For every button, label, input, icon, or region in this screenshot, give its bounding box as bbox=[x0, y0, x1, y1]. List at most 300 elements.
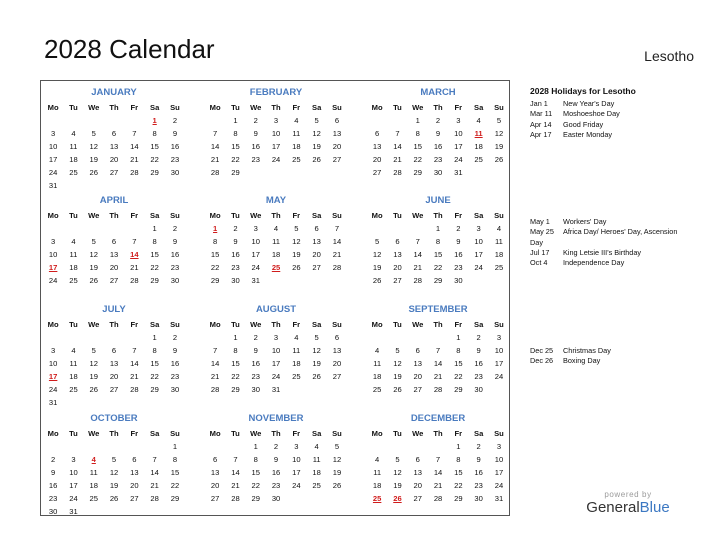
day-cell[interactable]: 25 bbox=[89, 494, 98, 503]
day-cell[interactable]: 7 bbox=[213, 129, 218, 138]
day-cell[interactable]: 31 bbox=[454, 168, 463, 177]
day-cell[interactable]: 6 bbox=[334, 116, 340, 125]
day-cell[interactable]: 30 bbox=[170, 168, 180, 177]
day-cell[interactable]: 17 bbox=[292, 468, 301, 477]
day-cell[interactable]: 11 bbox=[373, 359, 382, 368]
day-cell[interactable]: 13 bbox=[372, 142, 382, 151]
day-cell[interactable]: 8 bbox=[152, 346, 157, 355]
day-cell[interactable]: 24 bbox=[251, 263, 260, 272]
day-cell[interactable]: 2 bbox=[476, 333, 481, 342]
day-cell[interactable]: 12 bbox=[494, 129, 504, 138]
day-cell[interactable]: 2 bbox=[253, 116, 258, 125]
day-cell[interactable]: 22 bbox=[210, 263, 220, 272]
day-cell[interactable]: 29 bbox=[454, 385, 463, 394]
day-cell[interactable]: 14 bbox=[130, 359, 139, 368]
day-cell[interactable]: 7 bbox=[334, 224, 340, 233]
day-cell[interactable]: 29 bbox=[413, 168, 422, 177]
day-cell[interactable]: 10 bbox=[48, 250, 58, 259]
day-cell[interactable]: 30 bbox=[474, 385, 483, 394]
day-cell[interactable]: 12 bbox=[89, 142, 98, 151]
day-cell[interactable]: 20 bbox=[109, 155, 119, 164]
brand-logo[interactable] bbox=[583, 490, 673, 517]
day-cell[interactable]: 20 bbox=[312, 250, 321, 259]
day-cell[interactable]: 6 bbox=[395, 237, 400, 246]
day-cell[interactable]: 24 bbox=[454, 155, 463, 164]
day-cell[interactable]: 30 bbox=[474, 494, 483, 503]
day-cell[interactable]: 15 bbox=[231, 142, 240, 151]
day-cell[interactable]: 16 bbox=[474, 359, 483, 368]
day-cell[interactable]: 18 bbox=[89, 481, 98, 490]
day-cell[interactable]: 18 bbox=[69, 372, 78, 381]
day-cell[interactable]: 24 bbox=[48, 168, 58, 177]
day-cell[interactable]: 24 bbox=[271, 155, 281, 164]
day-cell[interactable]: 8 bbox=[415, 129, 420, 138]
day-cell[interactable]: 10 bbox=[292, 455, 301, 464]
day-cell[interactable]: 31 bbox=[48, 181, 58, 190]
day-cell[interactable]: 20 bbox=[413, 481, 422, 490]
day-cell[interactable]: 16 bbox=[170, 250, 180, 259]
day-cell[interactable]: 13 bbox=[109, 359, 119, 368]
day-cell[interactable]: 17 bbox=[494, 359, 504, 368]
day-cell[interactable]: 31 bbox=[251, 276, 260, 285]
day-cell[interactable]: 7 bbox=[415, 237, 420, 246]
day-cell[interactable]: 25 bbox=[69, 385, 78, 394]
day-cell[interactable]: 9 bbox=[476, 346, 481, 355]
day-cell[interactable]: 25 bbox=[69, 168, 78, 177]
day-cell[interactable]: 22 bbox=[150, 263, 159, 272]
holiday-day-cell[interactable]: 17 bbox=[48, 263, 58, 272]
day-cell[interactable]: 13 bbox=[393, 250, 402, 259]
day-cell[interactable]: 26 bbox=[312, 372, 321, 381]
day-cell[interactable]: 13 bbox=[130, 468, 139, 477]
day-cell[interactable]: 15 bbox=[170, 468, 180, 477]
holiday-day-cell[interactable]: 11 bbox=[474, 129, 483, 138]
day-cell[interactable]: 24 bbox=[494, 372, 504, 381]
day-cell[interactable]: 22 bbox=[150, 372, 159, 381]
day-cell[interactable]: 17 bbox=[69, 481, 78, 490]
holiday-day-cell[interactable]: 14 bbox=[130, 250, 139, 259]
day-cell[interactable]: 13 bbox=[413, 359, 422, 368]
day-cell[interactable]: 31 bbox=[494, 494, 504, 503]
day-cell[interactable]: 26 bbox=[372, 276, 382, 285]
day-cell[interactable]: 27 bbox=[332, 155, 342, 164]
day-cell[interactable]: 2 bbox=[172, 224, 178, 233]
day-cell[interactable]: 9 bbox=[51, 468, 56, 477]
day-cell[interactable]: 23 bbox=[231, 263, 240, 272]
day-cell[interactable]: 20 bbox=[109, 372, 119, 381]
day-cell[interactable]: 24 bbox=[69, 494, 78, 503]
day-cell[interactable]: 27 bbox=[210, 494, 220, 503]
day-cell[interactable]: 3 bbox=[51, 129, 56, 138]
day-cell[interactable]: 1 bbox=[172, 442, 178, 451]
day-cell[interactable]: 16 bbox=[271, 468, 281, 477]
day-cell[interactable]: 14 bbox=[433, 359, 443, 368]
day-cell[interactable]: 21 bbox=[210, 372, 220, 381]
day-cell[interactable]: 22 bbox=[454, 481, 463, 490]
day-cell[interactable]: 26 bbox=[89, 385, 98, 394]
day-cell[interactable]: 21 bbox=[150, 481, 159, 490]
day-cell[interactable]: 23 bbox=[271, 481, 281, 490]
day-cell[interactable]: 16 bbox=[251, 142, 260, 151]
day-cell[interactable]: 5 bbox=[111, 455, 117, 464]
day-cell[interactable]: 21 bbox=[130, 155, 139, 164]
holiday-day-cell[interactable]: 25 bbox=[271, 263, 281, 272]
day-cell[interactable]: 2 bbox=[172, 116, 178, 125]
day-cell[interactable]: 6 bbox=[111, 237, 117, 246]
day-cell[interactable]: 13 bbox=[312, 237, 321, 246]
day-cell[interactable]: 11 bbox=[292, 346, 301, 355]
day-cell[interactable]: 27 bbox=[413, 494, 422, 503]
day-cell[interactable]: 20 bbox=[372, 155, 382, 164]
day-cell[interactable]: 1 bbox=[415, 116, 420, 125]
day-cell[interactable]: 19 bbox=[393, 481, 402, 490]
day-cell[interactable]: 30 bbox=[433, 168, 443, 177]
day-cell[interactable]: 19 bbox=[332, 468, 342, 477]
day-cell[interactable]: 9 bbox=[233, 237, 238, 246]
day-cell[interactable]: 23 bbox=[170, 263, 180, 272]
day-cell[interactable]: 4 bbox=[476, 116, 481, 125]
day-cell[interactable]: 16 bbox=[433, 142, 443, 151]
day-cell[interactable]: 8 bbox=[233, 129, 238, 138]
day-cell[interactable]: 8 bbox=[152, 237, 157, 246]
day-cell[interactable]: 20 bbox=[332, 142, 342, 151]
day-cell[interactable]: 16 bbox=[170, 359, 180, 368]
day-cell[interactable]: 14 bbox=[210, 142, 220, 151]
day-cell[interactable]: 13 bbox=[413, 468, 422, 477]
day-cell[interactable]: 21 bbox=[433, 481, 443, 490]
day-cell[interactable]: 6 bbox=[132, 455, 137, 464]
day-cell[interactable]: 21 bbox=[130, 372, 139, 381]
day-cell[interactable]: 9 bbox=[172, 346, 178, 355]
holiday-day-cell[interactable]: 1 bbox=[213, 224, 218, 233]
day-cell[interactable]: 29 bbox=[150, 276, 159, 285]
day-cell[interactable]: 9 bbox=[273, 455, 279, 464]
day-cell[interactable]: 20 bbox=[210, 481, 220, 490]
day-cell[interactable]: 5 bbox=[91, 237, 96, 246]
day-cell[interactable]: 8 bbox=[152, 129, 157, 138]
day-cell[interactable]: 15 bbox=[150, 142, 159, 151]
day-cell[interactable]: 6 bbox=[334, 333, 340, 342]
day-cell[interactable]: 29 bbox=[454, 494, 463, 503]
day-cell[interactable]: 1 bbox=[456, 442, 461, 451]
day-cell[interactable]: 6 bbox=[314, 224, 319, 233]
day-cell[interactable]: 2 bbox=[456, 224, 461, 233]
day-cell[interactable]: 1 bbox=[253, 442, 258, 451]
day-cell[interactable]: 14 bbox=[332, 237, 342, 246]
day-cell[interactable]: 26 bbox=[89, 276, 98, 285]
day-cell[interactable]: 2 bbox=[233, 224, 238, 233]
day-cell[interactable]: 19 bbox=[393, 372, 402, 381]
day-cell[interactable]: 5 bbox=[334, 442, 340, 451]
day-cell[interactable]: 27 bbox=[109, 385, 119, 394]
day-cell[interactable]: 3 bbox=[294, 442, 299, 451]
day-cell[interactable]: 23 bbox=[48, 494, 58, 503]
day-cell[interactable]: 12 bbox=[109, 468, 119, 477]
day-cell[interactable]: 22 bbox=[231, 155, 240, 164]
day-cell[interactable]: 26 bbox=[292, 263, 301, 272]
day-cell[interactable]: 3 bbox=[496, 333, 502, 342]
day-cell[interactable]: 27 bbox=[393, 276, 402, 285]
day-cell[interactable]: 13 bbox=[332, 346, 342, 355]
day-cell[interactable]: 30 bbox=[251, 385, 260, 394]
day-cell[interactable]: 29 bbox=[231, 168, 240, 177]
day-cell[interactable]: 11 bbox=[312, 455, 321, 464]
day-cell[interactable]: 12 bbox=[332, 455, 342, 464]
day-cell[interactable]: 29 bbox=[433, 276, 443, 285]
day-cell[interactable]: 11 bbox=[272, 237, 280, 246]
day-cell[interactable]: 28 bbox=[332, 263, 342, 272]
day-cell[interactable]: 11 bbox=[69, 250, 78, 259]
day-cell[interactable]: 18 bbox=[69, 155, 78, 164]
day-cell[interactable]: 10 bbox=[251, 237, 260, 246]
day-cell[interactable]: 9 bbox=[456, 237, 461, 246]
day-cell[interactable]: 3 bbox=[496, 442, 502, 451]
day-cell[interactable]: 6 bbox=[415, 455, 420, 464]
day-cell[interactable]: 1 bbox=[233, 333, 238, 342]
day-cell[interactable]: 28 bbox=[231, 494, 240, 503]
day-cell[interactable]: 19 bbox=[89, 263, 98, 272]
day-cell[interactable]: 29 bbox=[251, 494, 260, 503]
day-cell[interactable]: 6 bbox=[213, 455, 218, 464]
day-cell[interactable]: 11 bbox=[69, 142, 78, 151]
day-cell[interactable]: 24 bbox=[48, 276, 58, 285]
day-cell[interactable]: 7 bbox=[152, 455, 157, 464]
day-cell[interactable]: 28 bbox=[130, 385, 139, 394]
day-cell[interactable]: 27 bbox=[413, 385, 422, 394]
day-cell[interactable]: 5 bbox=[395, 455, 400, 464]
day-cell[interactable]: 27 bbox=[130, 494, 139, 503]
day-cell[interactable]: 1 bbox=[233, 116, 238, 125]
day-cell[interactable]: 31 bbox=[271, 385, 281, 394]
day-cell[interactable]: 5 bbox=[91, 346, 96, 355]
day-cell[interactable]: 9 bbox=[253, 346, 258, 355]
day-cell[interactable]: 19 bbox=[89, 155, 98, 164]
day-cell[interactable]: 10 bbox=[48, 142, 58, 151]
day-cell[interactable]: 22 bbox=[150, 155, 159, 164]
day-cell[interactable]: 17 bbox=[48, 155, 58, 164]
day-cell[interactable]: 14 bbox=[130, 142, 139, 151]
day-cell[interactable]: 13 bbox=[109, 142, 119, 151]
day-cell[interactable]: 15 bbox=[231, 359, 240, 368]
day-cell[interactable]: 20 bbox=[130, 481, 139, 490]
day-cell[interactable]: 18 bbox=[474, 142, 483, 151]
day-cell[interactable]: 23 bbox=[433, 155, 443, 164]
day-cell[interactable]: 4 bbox=[294, 333, 299, 342]
day-cell[interactable]: 18 bbox=[312, 468, 321, 477]
day-cell[interactable]: 28 bbox=[433, 494, 443, 503]
day-cell[interactable]: 4 bbox=[294, 116, 299, 125]
day-cell[interactable]: 29 bbox=[150, 385, 159, 394]
day-cell[interactable]: 11 bbox=[89, 468, 98, 477]
day-cell[interactable]: 29 bbox=[170, 494, 180, 503]
day-cell[interactable]: 3 bbox=[51, 237, 56, 246]
day-cell[interactable]: 19 bbox=[109, 481, 119, 490]
day-cell[interactable]: 13 bbox=[210, 468, 220, 477]
day-cell[interactable]: 3 bbox=[253, 224, 258, 233]
day-cell[interactable]: 15 bbox=[413, 142, 422, 151]
day-cell[interactable]: 3 bbox=[273, 333, 279, 342]
day-cell[interactable]: 25 bbox=[372, 385, 382, 394]
day-cell[interactable]: 2 bbox=[476, 442, 481, 451]
day-cell[interactable]: 15 bbox=[150, 359, 159, 368]
day-cell[interactable]: 18 bbox=[292, 359, 301, 368]
holiday-day-cell[interactable]: 26 bbox=[393, 494, 402, 503]
day-cell[interactable]: 4 bbox=[375, 346, 380, 355]
day-cell[interactable]: 19 bbox=[292, 250, 301, 259]
day-cell[interactable]: 28 bbox=[413, 276, 422, 285]
day-cell[interactable]: 10 bbox=[474, 237, 483, 246]
day-cell[interactable]: 3 bbox=[456, 116, 461, 125]
day-cell[interactable]: 27 bbox=[372, 168, 382, 177]
day-cell[interactable]: 14 bbox=[393, 142, 402, 151]
day-cell[interactable]: 6 bbox=[111, 346, 117, 355]
day-cell[interactable]: 28 bbox=[433, 385, 443, 394]
day-cell[interactable]: 23 bbox=[170, 372, 180, 381]
day-cell[interactable]: 12 bbox=[312, 129, 321, 138]
day-cell[interactable]: 1 bbox=[456, 333, 461, 342]
day-cell[interactable]: 19 bbox=[312, 359, 321, 368]
day-cell[interactable]: 21 bbox=[130, 263, 139, 272]
day-cell[interactable]: 28 bbox=[130, 276, 139, 285]
day-cell[interactable]: 5 bbox=[314, 333, 319, 342]
holiday-day-cell[interactable]: 17 bbox=[48, 372, 58, 381]
day-cell[interactable]: 24 bbox=[48, 385, 58, 394]
day-cell[interactable]: 5 bbox=[375, 237, 380, 246]
day-cell[interactable]: 28 bbox=[130, 168, 139, 177]
day-cell[interactable]: 25 bbox=[69, 276, 78, 285]
day-cell[interactable]: 8 bbox=[253, 455, 258, 464]
day-cell[interactable]: 9 bbox=[172, 237, 178, 246]
day-cell[interactable]: 22 bbox=[231, 372, 240, 381]
day-cell[interactable]: 10 bbox=[494, 346, 504, 355]
day-cell[interactable]: 12 bbox=[89, 359, 98, 368]
day-cell[interactable]: 8 bbox=[456, 346, 461, 355]
day-cell[interactable]: 17 bbox=[271, 142, 281, 151]
day-cell[interactable]: 28 bbox=[150, 494, 159, 503]
day-cell[interactable]: 7 bbox=[132, 129, 137, 138]
day-cell[interactable]: 20 bbox=[332, 359, 342, 368]
day-cell[interactable]: 21 bbox=[231, 481, 240, 490]
day-cell[interactable]: 28 bbox=[210, 385, 220, 394]
day-cell[interactable]: 24 bbox=[271, 372, 281, 381]
day-cell[interactable]: 25 bbox=[292, 372, 301, 381]
day-cell[interactable]: 12 bbox=[372, 250, 382, 259]
day-cell[interactable]: 7 bbox=[213, 346, 218, 355]
day-cell[interactable]: 12 bbox=[393, 359, 402, 368]
day-cell[interactable]: 5 bbox=[91, 129, 96, 138]
day-cell[interactable]: 26 bbox=[393, 385, 402, 394]
day-cell[interactable]: 18 bbox=[494, 250, 504, 259]
day-cell[interactable]: 30 bbox=[271, 494, 281, 503]
day-cell[interactable]: 22 bbox=[413, 155, 422, 164]
day-cell[interactable]: 24 bbox=[474, 263, 483, 272]
day-cell[interactable]: 10 bbox=[271, 346, 281, 355]
day-cell[interactable]: 4 bbox=[375, 455, 380, 464]
holiday-day-cell[interactable]: 25 bbox=[372, 494, 382, 503]
day-cell[interactable]: 15 bbox=[433, 250, 443, 259]
holiday-day-cell[interactable]: 4 bbox=[91, 455, 96, 464]
day-cell[interactable]: 11 bbox=[373, 468, 382, 477]
day-cell[interactable]: 8 bbox=[456, 455, 461, 464]
day-cell[interactable]: 14 bbox=[150, 468, 159, 477]
day-cell[interactable]: 20 bbox=[393, 263, 402, 272]
day-cell[interactable]: 19 bbox=[494, 142, 504, 151]
day-cell[interactable]: 5 bbox=[496, 116, 502, 125]
day-cell[interactable]: 19 bbox=[312, 142, 321, 151]
day-cell[interactable]: 15 bbox=[454, 359, 463, 368]
day-cell[interactable]: 22 bbox=[433, 263, 443, 272]
day-cell[interactable]: 26 bbox=[109, 494, 119, 503]
day-cell[interactable]: 17 bbox=[454, 142, 463, 151]
day-cell[interactable]: 27 bbox=[312, 263, 321, 272]
day-cell[interactable]: 23 bbox=[251, 372, 260, 381]
day-cell[interactable]: 22 bbox=[454, 372, 463, 381]
day-cell[interactable]: 2 bbox=[172, 333, 178, 342]
day-cell[interactable]: 12 bbox=[89, 250, 98, 259]
day-cell[interactable]: 4 bbox=[71, 237, 76, 246]
day-cell[interactable]: 31 bbox=[69, 507, 78, 516]
day-cell[interactable]: 21 bbox=[393, 155, 402, 164]
day-cell[interactable]: 29 bbox=[231, 385, 240, 394]
day-cell[interactable]: 15 bbox=[251, 468, 260, 477]
day-cell[interactable]: 18 bbox=[292, 142, 301, 151]
day-cell[interactable]: 24 bbox=[292, 481, 301, 490]
day-cell[interactable]: 31 bbox=[48, 398, 58, 407]
day-cell[interactable]: 9 bbox=[476, 455, 481, 464]
day-cell[interactable]: 16 bbox=[454, 250, 463, 259]
day-cell[interactable]: 29 bbox=[150, 168, 159, 177]
day-cell[interactable]: 4 bbox=[273, 224, 279, 233]
day-cell[interactable]: 17 bbox=[271, 359, 281, 368]
day-cell[interactable]: 14 bbox=[413, 250, 422, 259]
day-cell[interactable]: 21 bbox=[210, 155, 220, 164]
day-cell[interactable]: 14 bbox=[433, 468, 443, 477]
day-cell[interactable]: 30 bbox=[170, 276, 180, 285]
day-cell[interactable]: 24 bbox=[494, 481, 504, 490]
day-cell[interactable]: 7 bbox=[435, 455, 441, 464]
day-cell[interactable]: 4 bbox=[314, 442, 319, 451]
day-cell[interactable]: 6 bbox=[111, 129, 117, 138]
day-cell[interactable]: 6 bbox=[415, 346, 420, 355]
day-cell[interactable]: 3 bbox=[71, 455, 76, 464]
day-cell[interactable]: 7 bbox=[233, 455, 238, 464]
day-cell[interactable]: 21 bbox=[413, 263, 422, 272]
day-cell[interactable]: 10 bbox=[454, 129, 463, 138]
day-cell[interactable]: 10 bbox=[271, 129, 281, 138]
day-cell[interactable]: 28 bbox=[393, 168, 402, 177]
day-cell[interactable]: 25 bbox=[292, 155, 301, 164]
day-cell[interactable]: 18 bbox=[271, 250, 281, 259]
day-cell[interactable]: 15 bbox=[210, 250, 220, 259]
day-cell[interactable]: 8 bbox=[213, 237, 218, 246]
day-cell[interactable]: 23 bbox=[454, 263, 463, 272]
day-cell[interactable]: 20 bbox=[413, 372, 422, 381]
day-cell[interactable]: 9 bbox=[435, 129, 441, 138]
day-cell[interactable]: 4 bbox=[496, 224, 502, 233]
day-cell[interactable]: 8 bbox=[435, 237, 441, 246]
day-cell[interactable]: 3 bbox=[476, 224, 481, 233]
day-cell[interactable]: 2 bbox=[273, 442, 279, 451]
day-cell[interactable]: 19 bbox=[372, 263, 382, 272]
day-cell[interactable]: 1 bbox=[435, 224, 441, 233]
day-cell[interactable]: 23 bbox=[251, 155, 260, 164]
day-cell[interactable]: 10 bbox=[69, 468, 78, 477]
day-cell[interactable]: 11 bbox=[69, 359, 78, 368]
day-cell[interactable]: 27 bbox=[109, 276, 119, 285]
day-cell[interactable]: 10 bbox=[494, 455, 504, 464]
day-cell[interactable]: 26 bbox=[332, 481, 342, 490]
day-cell[interactable]: 21 bbox=[332, 250, 342, 259]
